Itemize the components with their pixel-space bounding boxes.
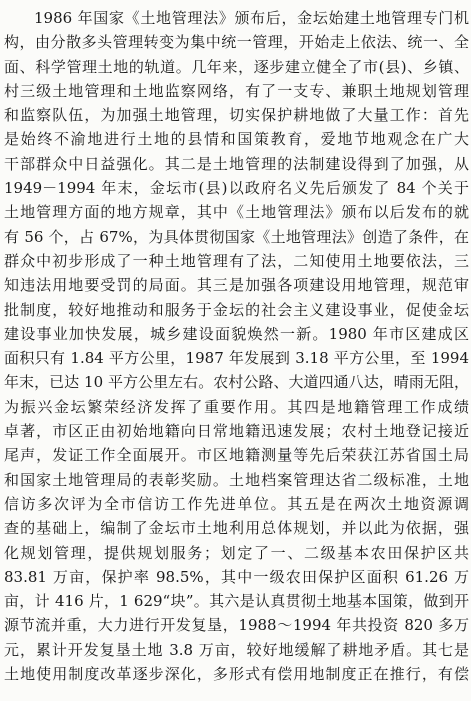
text-line: 和国家土地管理局的表彰奖励。土地档案管理达省二级标准，土地	[4, 470, 469, 489]
body-paragraph	[4, 6, 469, 686]
text-line: 建设事业加快发展，城乡建设面貌焕然一新。1980 年市区建成区	[4, 324, 469, 343]
text-line: 是始终不渝地进行土地的县情和国策教育，爱地节地观念在广大	[4, 130, 469, 149]
text-line: 知违法用地要受罚的局面。其三是加强各项建设用地管理，规范审	[4, 276, 469, 295]
text-line: 83.81 万亩，保护率 98.5%，其中一级农田保护区面积 61.26 万	[4, 567, 469, 586]
text-line: 土地管理方面的地方规章，其中《土地管理法》颁布以后发布的就	[4, 203, 469, 222]
text-line: 信访多次评为全市信访工作先进单位。其五是在两次土地资源调	[4, 494, 469, 513]
text-line: 面、科学管理土地的轨道。几年来，逐步建立健全了市(县)、乡镇、	[4, 57, 469, 76]
text-line: 1986 年国家《土地管理法》颁布后，金坛始建土地管理专门机	[34, 9, 469, 27]
text-line: 1949－1994 年末，金坛市(县)以政府名义先后颁发了 84 个关于	[4, 179, 469, 198]
text-line: 和监察队伍，为加强土地管理，切实保护耕地做了大量工作：首先	[4, 106, 469, 125]
text-line: 批制度，较好地推动和服务于金坛的社会主义建设事业，促使金坛	[4, 300, 469, 319]
text-line: 土地使用制度改革逐步深化，多形式有偿用地制度正在推行，有偿	[4, 665, 469, 684]
text-line: 源节流并重，大力进行开发复垦，1988～1994 年共投资 820 多万	[4, 616, 469, 635]
text-line: 元，累计开发复垦土地 3.8 万亩，较好地缓解了耕地矛盾。其七是	[4, 640, 469, 659]
text-line: 查的基础上，编制了金坛市土地利用总体规划，并以此为依据，强	[4, 519, 469, 538]
text-line: 亩，计 416 片，1 629“块”。其六是认真贯彻土地基本国策，做到开	[4, 592, 469, 611]
text-line: 卓著，市区正由初始地籍向日常地籍迅速发展；农村土地登记接近	[4, 422, 469, 441]
text-line: 村三级土地管理和土地监察网络，有了一支专、兼职土地规划管理	[4, 81, 469, 100]
text-line: 为振兴金坛繁荣经济发挥了重要作用。其四是地籍管理工作成绩	[4, 397, 469, 416]
text-line: 化规划管理，提供规划服务；划定了一、二级基本农田保护区共	[4, 543, 469, 562]
text-line: 尾声，发证工作全面展开。市区地籍测量等先后荣获江苏省国土局	[4, 446, 469, 465]
text-line: 群众中初步形成了一种土地管理有了法，二知使用土地要依法，三	[4, 251, 469, 270]
text-line: 年末，已达 10 平方公里左右。农村公路、大道四通八达，晴雨无阻，	[4, 373, 469, 392]
text-line: 构，由分散多头管理转变为集中统一管理，开始走上依法、统一、全	[4, 33, 469, 52]
text-line: 有 56 个，占 67%，为具体贯彻国家《土地管理法》创造了条件，在	[4, 227, 469, 246]
text-line: 干部群众中日益强化。其二是土地管理的法制建设得到了加强，从	[4, 154, 469, 173]
text-line: 面积只有 1.84 平方公里，1987 年发展到 3.18 平方公里，至 1994	[4, 349, 469, 368]
